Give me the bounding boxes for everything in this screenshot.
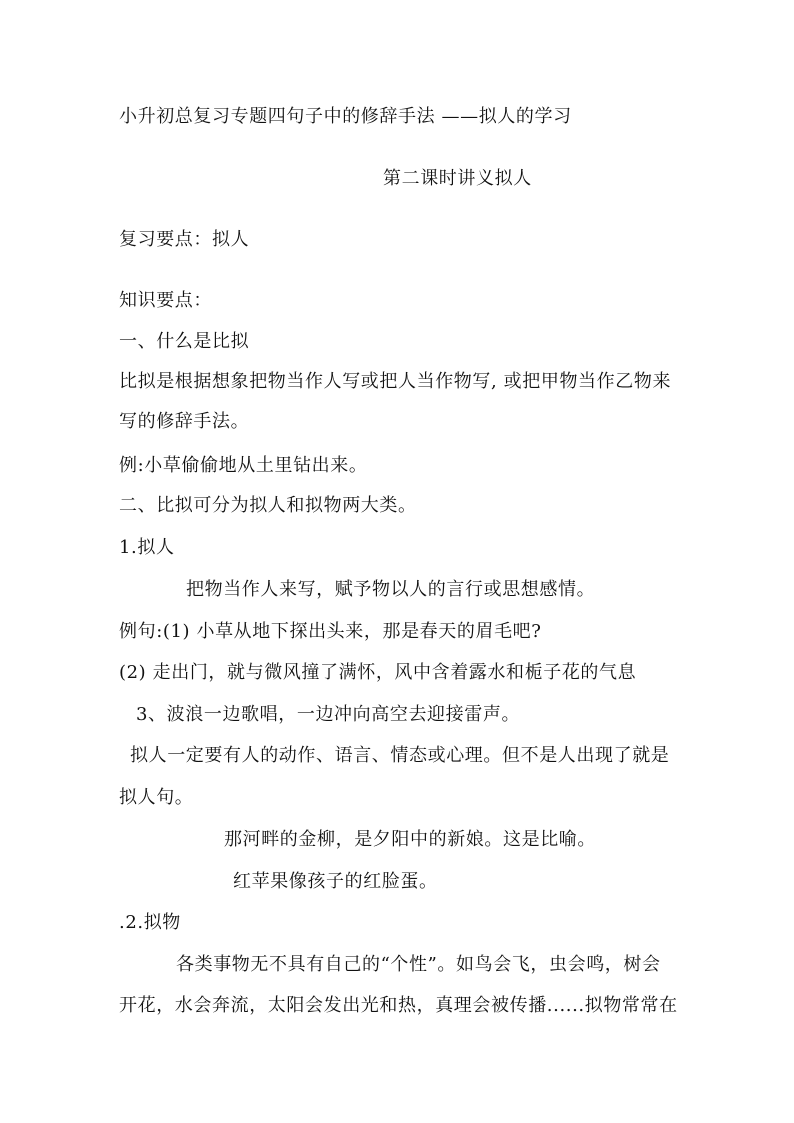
document-title: 小升初总复习专题四句子中的修辞手法 ——拟人的学习	[119, 106, 572, 127]
document-subtitle: 第二课时讲义拟人	[383, 168, 532, 189]
section1-heading: 一、什么是比拟	[119, 331, 250, 352]
counter-example-1: 那河畔的金柳，是夕阳中的新娘。这是比喻。	[224, 829, 596, 850]
section1-example: 例:小草偷偷地从土里钻出来。	[119, 455, 368, 476]
sub1-definition: 把物当作人来写，赋予物以人的言行或思想感情。	[186, 579, 596, 600]
note-line1: 拟人一定要有人的动作、语言、情态或心理。但不是人出现了就是	[130, 745, 670, 766]
note-line2: 拟人句。	[119, 787, 194, 808]
sub2-heading: .2.拟物	[119, 912, 181, 933]
example-1: 例句:(1) 小草从地下探出头来，那是春天的眉毛吧?	[119, 621, 542, 642]
section2-heading: 二、比拟可分为拟人和拟物两大类。	[119, 495, 417, 516]
sub1-heading: 1.拟人	[119, 537, 175, 558]
counter-example-2: 红苹果像孩子的红脸蛋。	[233, 871, 438, 892]
sub2-text-line1: 各类事物无不具有自己的“个性”。如鸟会飞，虫会鸣，树会	[176, 954, 661, 975]
review-points: 复习要点：拟人	[119, 229, 250, 250]
example-2: (2) 走出门，就与微风撞了满怀，风中含着露水和栀子花的气息	[119, 662, 637, 683]
section1-text-line2: 写的修辞手法。	[119, 411, 250, 432]
example-3: 3、波浪一边歌唱，一边冲向高空去迎接雷声。	[136, 704, 521, 725]
knowledge-points-heading: 知识要点：	[119, 290, 212, 311]
sub2-text-line2: 开花，水会奔流，太阳会发出光和热，真理会被传播......拟物常常在	[119, 995, 678, 1016]
section1-text-line1: 比拟是根据想象把物当作人写或把人当作物写, 或把甲物当作乙物来	[119, 371, 672, 392]
